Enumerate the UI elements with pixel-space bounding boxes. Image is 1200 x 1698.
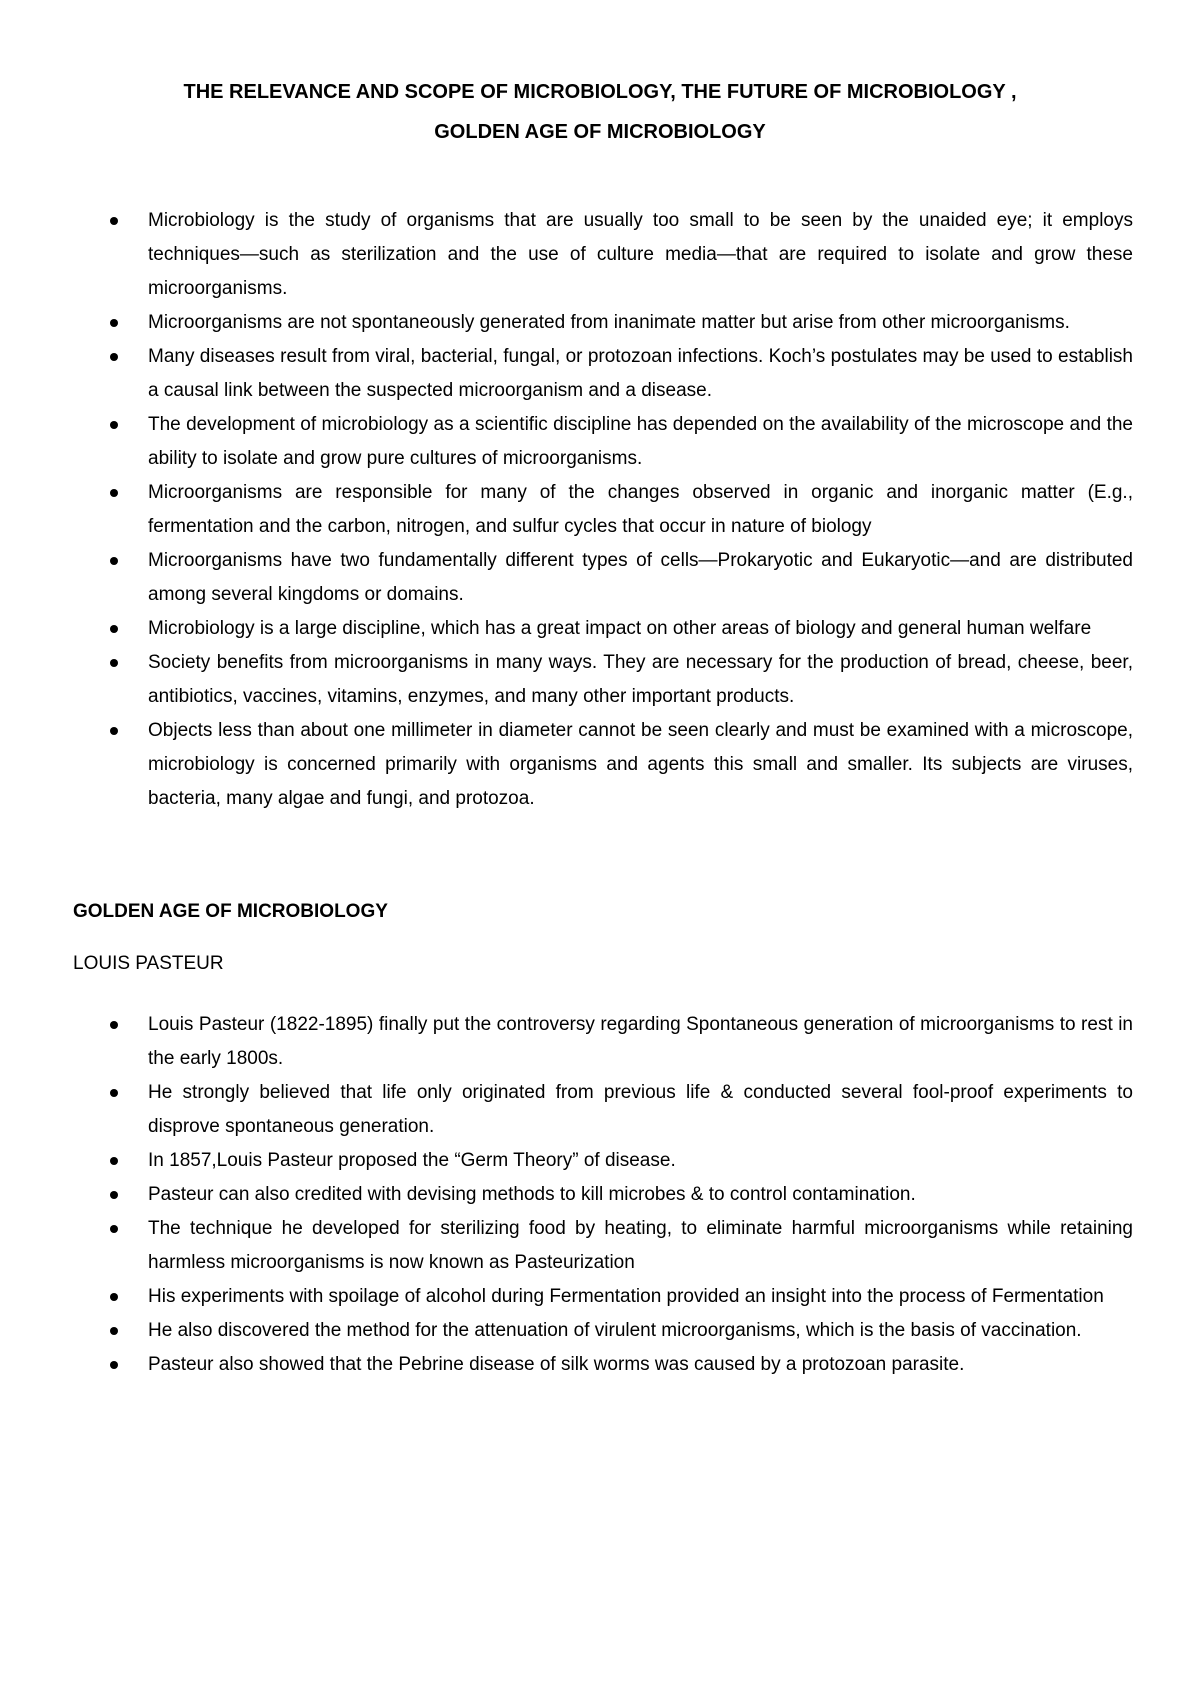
bullet-text: Microbiology is the study of organisms that are usually too small to be seen by the unaided eye; it employs techniques—such as sterilization and the use of culture media—that are required to isolate and grow these microorganisms. [148, 210, 1133, 299]
intro-bullet-item [103, 646, 1133, 714]
pasteur-bullet-item [103, 1178, 1133, 1212]
bullet-dot-icon [110, 659, 118, 667]
intro-bullet-list [103, 204, 1133, 816]
intro-bullet-item [103, 612, 1133, 646]
bullet-text: Microorganisms are not spontaneously generated from inanimate matter but arise from other microorganisms. [148, 312, 1070, 333]
bullet-text: Society benefits from microorganisms in many ways. They are necessary for the production of bread, cheese, beer, antibiotics, vaccines, vitamins, enzymes, and many other important products. [148, 652, 1133, 707]
pasteur-bullet-item [103, 1076, 1133, 1144]
bullet-dot-icon [110, 1157, 118, 1165]
subheading-louis-pasteur: LOUIS PASTEUR [73, 953, 224, 974]
bullet-text: He strongly believed that life only originated from previous life & conducted several fool-proof experiments to disprove spontaneous generation. [148, 1082, 1133, 1137]
pasteur-bullet-item [103, 1144, 1133, 1178]
intro-bullet-item [103, 408, 1133, 476]
bullet-dot-icon [110, 625, 118, 633]
bullet-text: He also discovered the method for the attenuation of virulent microorganisms, which is the basis of vaccination. [148, 1320, 1082, 1341]
pasteur-bullet-item [103, 1212, 1133, 1280]
bullet-text: Pasteur also showed that the Pebrine disease of silk worms was caused by a protozoan parasite. [148, 1354, 965, 1375]
pasteur-bullet-item [103, 1008, 1133, 1076]
section-heading-golden-age: GOLDEN AGE OF MICROBIOLOGY [73, 901, 388, 922]
document-title-line-2: GOLDEN AGE OF MICROBIOLOGY [434, 121, 766, 143]
bullet-text: Louis Pasteur (1822-1895) finally put the controversy regarding Spontaneous generation of microorganisms to rest in the early 1800s. [148, 1014, 1133, 1069]
bullet-dot-icon [110, 1327, 118, 1335]
bullet-text: In 1857,Louis Pasteur proposed the “Germ Theory” of disease. [148, 1150, 676, 1171]
bullet-dot-icon [110, 1225, 118, 1233]
intro-bullet-item [103, 544, 1133, 612]
document-title-line-1: THE RELEVANCE AND SCOPE OF MICROBIOLOGY, THE FUTURE OF MICROBIOLOGY , [183, 81, 1017, 103]
bullet-dot-icon [110, 217, 118, 225]
intro-bullet-item [103, 476, 1133, 544]
bullet-text: Objects less than about one millimeter in diameter cannot be seen clearly and must be examined with a microscope, microbiology is concerned primarily with organisms and agents this small and smaller. Its subjects are viruses, bacteria, many algae and fungi, and protozoa. [148, 720, 1133, 809]
bullet-text: The development of microbiology as a scientific discipline has depended on the availability of the microscope and the ability to isolate and grow pure cultures of microorganisms. [148, 414, 1133, 469]
bullet-dot-icon [110, 1089, 118, 1097]
bullet-dot-icon [110, 421, 118, 429]
bullet-dot-icon [110, 489, 118, 497]
bullet-dot-icon [110, 1361, 118, 1369]
pasteur-bullet-list [103, 1008, 1133, 1382]
pasteur-bullet-item [103, 1280, 1133, 1314]
intro-bullet-item [103, 340, 1133, 408]
bullet-text: Microbiology is a large discipline, which has a great impact on other areas of biology and general human welfare [148, 618, 1092, 639]
bullet-dot-icon [110, 1021, 118, 1029]
bullet-dot-icon [110, 557, 118, 565]
bullet-dot-icon [110, 727, 118, 735]
pasteur-bullet-item [103, 1348, 1133, 1382]
bullet-dot-icon [110, 1293, 118, 1301]
bullet-dot-icon [110, 319, 118, 327]
bullet-text: Microorganisms have two fundamentally different types of cells—Prokaryotic and Eukaryotic—and are distributed among several kingdoms or domains. [148, 550, 1133, 605]
intro-bullet-item [103, 306, 1133, 340]
bullet-dot-icon [110, 353, 118, 361]
intro-bullet-item [103, 204, 1133, 306]
bullet-text: Microorganisms are responsible for many of the changes observed in organic and inorganic matter (E.g., fermentation and the carbon, nitrogen, and sulfur cycles that occur in nature of biology [148, 482, 1133, 537]
bullet-text: The technique he developed for sterilizing food by heating, to eliminate harmful microorganisms while retaining harmless microorganisms is now known as Pasteurization [148, 1218, 1133, 1273]
intro-bullet-item [103, 714, 1133, 816]
pasteur-bullet-item [103, 1314, 1133, 1348]
bullet-text: Pasteur can also credited with devising methods to kill microbes & to control contamination. [148, 1184, 916, 1205]
bullet-text: Many diseases result from viral, bacterial, fungal, or protozoan infections. Koch’s postulates may be used to establish a causal link between the suspected microorganism and a disease. [148, 346, 1133, 401]
bullet-text: His experiments with spoilage of alcohol during Fermentation provided an insight into the process of Fermentation [148, 1286, 1104, 1307]
bullet-dot-icon [110, 1191, 118, 1199]
